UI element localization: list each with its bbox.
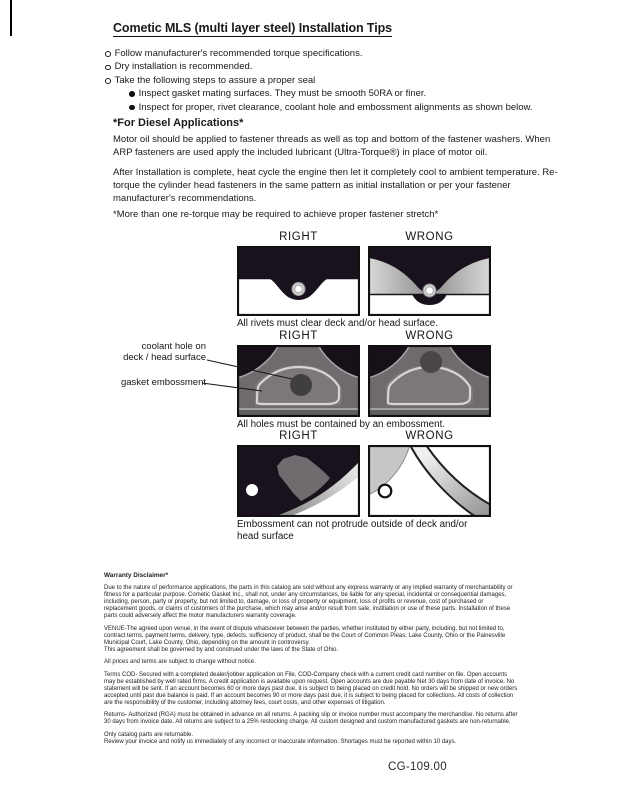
bullet-item: [105, 74, 533, 87]
right-label: RIGHT: [279, 330, 318, 342]
bullet-text: Take the following steps to assure a proper seal: [114, 74, 316, 86]
legal-paragraph: Terms COD- Secured with a completed dealer/jobber application on File, COD-Company check with a current credit card number on file. Open accounts may be established by well rated firms. A credit application is available upon request. Open accounts are due payable Net 30 days from date of invoice. No statement will be sent. If an account becomes 60 or more days past due, it is subject to being placed on credit hold. No orders will be shipped or new orders accepted until past due balance is paid. If an account becomes 90 or more days past due, it is subject to being placed for collections. All costs of collection are the responsibility of the customer, including attorney fees, court costs, and other expenses of litigation.: [104, 671, 518, 706]
legal-paragraph: Due to the nature of performance applications, the parts in this catalog are sold without any express warranty or any implied warranty of merchantability or fitness for a particular purpose. Cometic Gasket Inc., shall not, under any circumstances, be liable for any special, incidental or consequential damages, including, person, party or property, but not limited to, damage, or loss of property or equipment, loss of profits or revenue, cost of purchased or replacement goods, or claims of customers of the purchase, which may arise and/or result from sale, instillation or use of these parts. Installation of these parts could adversely affect the motor manufacturers warranty coverage.: [104, 585, 513, 619]
callout-coolant-hole-label: coolant hole on deck / head surface: [123, 341, 206, 363]
wrong-label: WRONG: [405, 231, 454, 243]
circle-bullet-icon: [105, 78, 111, 84]
bullet-text: Dry installation is recommended.: [114, 61, 253, 73]
diagram-labels: [237, 330, 491, 344]
wrong-label: WRONG: [405, 330, 454, 342]
embossment-wrong-figure: [368, 445, 491, 517]
circle-bullet-icon: [105, 65, 111, 71]
page-title: Cometic MLS (multi layer steel) Installation Tips: [113, 21, 392, 35]
rivet-right-figure: [237, 246, 360, 316]
diesel-paragraph: After Installation is complete, heat cycle the engine then let it completely cool to ambient temperature. Re-torque the cylinder head fasteners in the same pattern as initial installation or per your fastener manufacturer's recommendations.: [113, 167, 558, 204]
legal-paragraph: VENUE-The agreed upon venue, in the event of dispute whatsoever between the parties, whether instituted by either party, including, but not limited to, contract terms, payment terms, delivery, type, defects, sufficiency of product, shall be the Court of Common Pleas, Lake County, Ohio or the Painesville Municipal Court, Lake County, Ohio, depending on the amount in controversy.: [104, 625, 506, 646]
rivet-wrong-figure: [368, 246, 491, 316]
page-edge-mark: [10, 0, 12, 36]
diagram-embossment-protrusion: [237, 430, 491, 542]
right-label: RIGHT: [279, 430, 318, 442]
dot-bullet-icon: [129, 105, 135, 111]
diesel-section-heading: *For Diesel Applications*: [113, 117, 244, 129]
diagram-caption: All holes must be contained by an embossment.: [237, 419, 446, 430]
diesel-paragraph: Motor oil should be applied to fastener threads as well as top and bottom of the fastener washers. When ARP fasteners are used apply the included lubricant (Ultra-Torque®) in place of motor oil.: [113, 134, 551, 158]
bullet-text: Follow manufacturer's recommended torque specifications.: [114, 48, 363, 59]
coolant-wrong-figure: [368, 345, 491, 417]
diagram-caption: Embossment can not protrude outside of deck and/or head surface: [237, 519, 468, 542]
dot-bullet-icon: [129, 91, 135, 97]
bullet-item: [105, 47, 533, 60]
bullet-sub-item: [105, 101, 533, 114]
legal-paragraph: Review your invoice and notify us immediately of any incorrect or inaccurate information. Shortages must be reported within 10 days.: [104, 738, 457, 745]
page-number: CG-109.00: [388, 761, 447, 773]
retorque-note: *More than one re-torque may be required to achieve proper fastener stretch*: [113, 209, 439, 220]
legal-section: [104, 572, 518, 751]
legal-paragraph: Returns- Authorized (RGA) must be obtained in advance on all returns. A packing slip or invoice number must accompany the merchandise. No returns after 30 days from invoice date. All returns are subject to a 25% restocking charge. All custom designed and custom manufactured gaskets are non-returnable.: [104, 712, 518, 725]
legal-paragraph: All prices and terms are subject to change without notice.: [104, 659, 256, 665]
bullet-text: Inspect gasket mating surfaces. They must be smooth 50RA or finer.: [138, 88, 427, 100]
diagram-rivet-clearance: [237, 231, 491, 329]
embossment-right-figure: [237, 445, 360, 517]
diagram-figures: [237, 246, 491, 316]
diagram-labels: [237, 430, 491, 444]
tips-list: [105, 47, 533, 114]
legal-heading: Warranty Disclaimer*: [104, 572, 169, 579]
bullet-text: Inspect for proper, rivet clearance, coolant hole and embossment alignments as shown below.: [138, 101, 533, 113]
diagram-figures: [237, 445, 491, 517]
legal-paragraph: Only catalog parts are returnable.: [104, 731, 194, 738]
wrong-label: WRONG: [405, 430, 454, 442]
bullet-sub-item: [105, 87, 533, 100]
diagram-labels: [237, 231, 491, 245]
legal-paragraph: This agreement shall be governed by and construed under the laws of the State of Ohio.: [104, 646, 339, 653]
callout-leader-lines: [200, 350, 300, 400]
callout-gasket-embossment-label: gasket embossment: [120, 377, 206, 388]
right-label: RIGHT: [279, 231, 318, 243]
circle-bullet-icon: [105, 51, 111, 57]
bullet-item: [105, 60, 533, 73]
diagram-caption: All rivets must clear deck and/or head surface.: [237, 318, 438, 329]
